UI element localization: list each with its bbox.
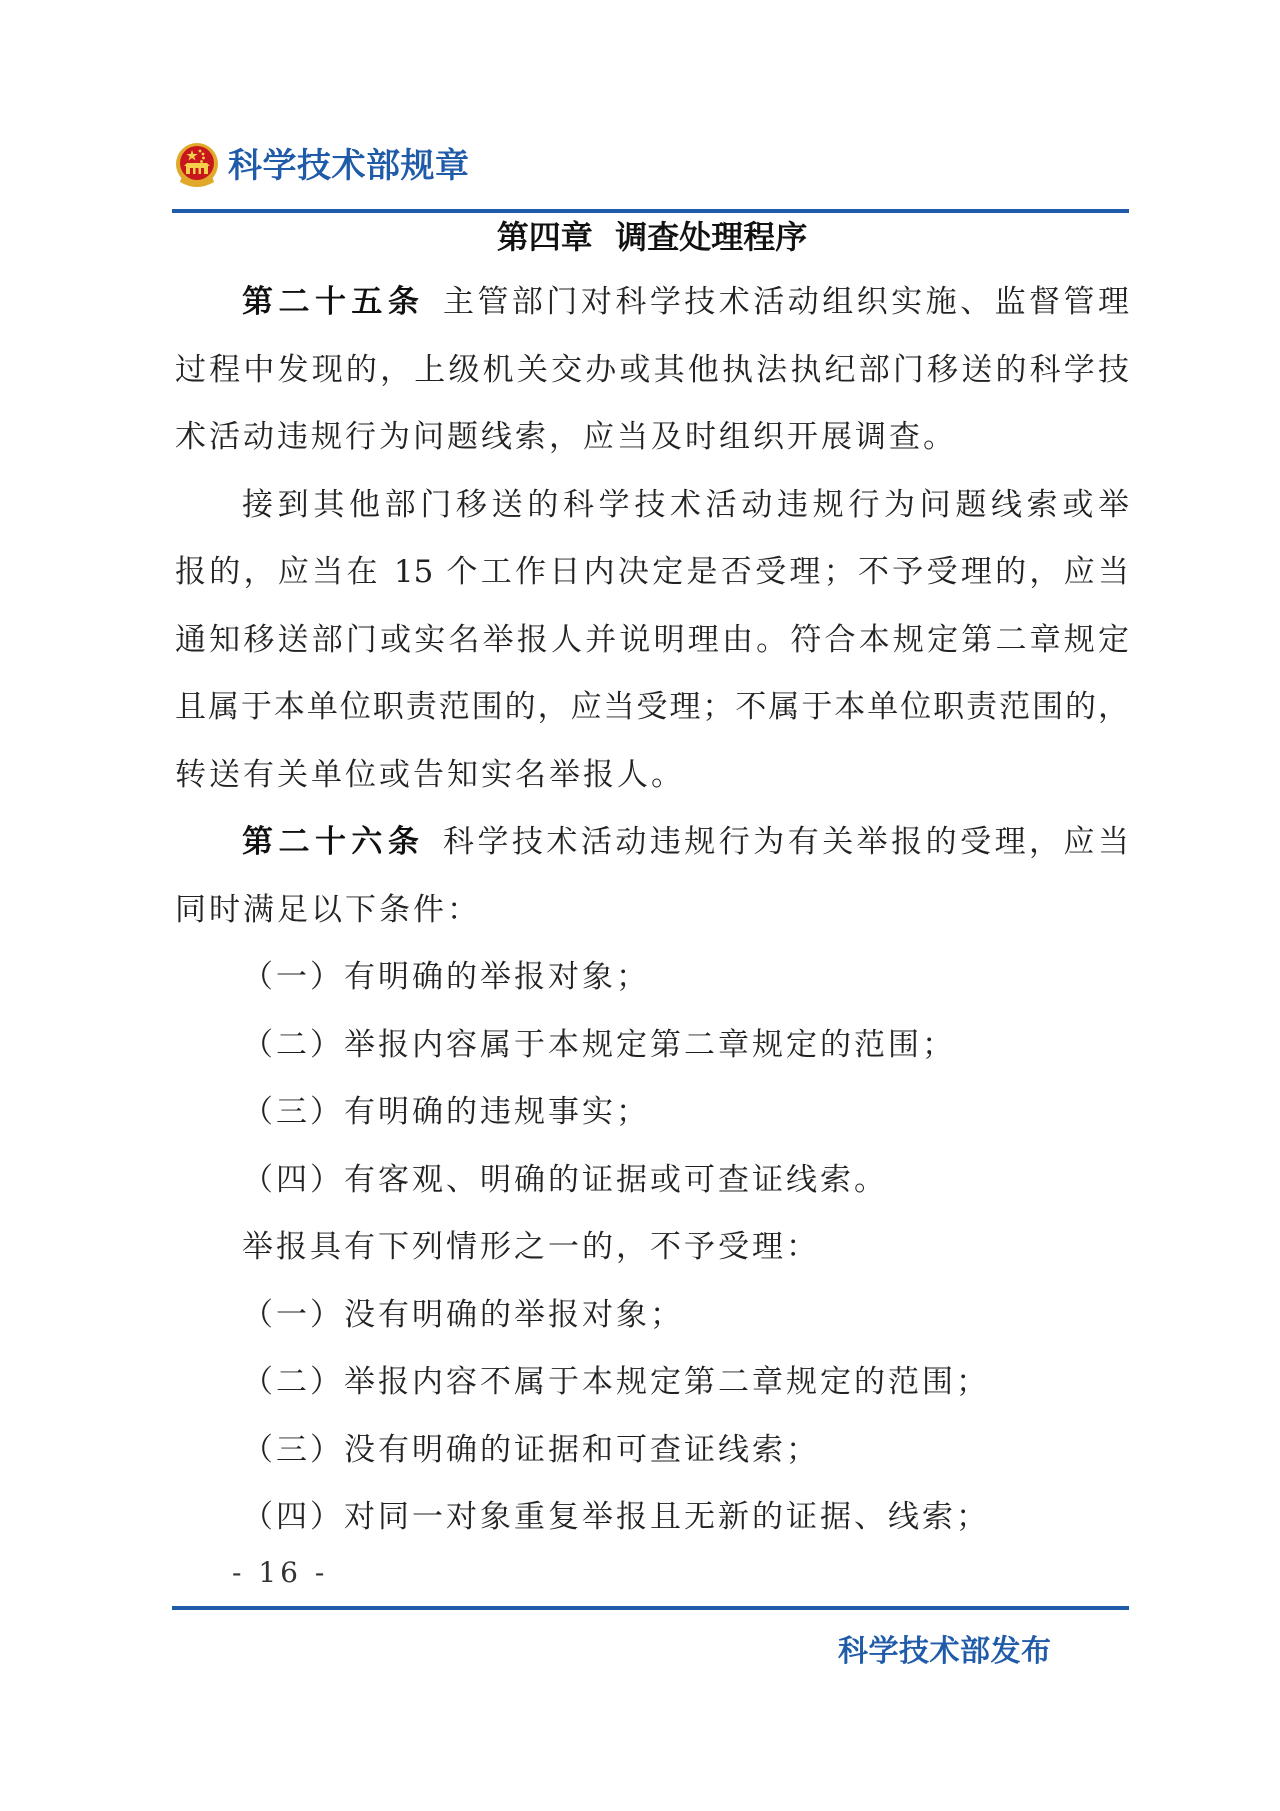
footer-divider <box>172 1606 1129 1610</box>
article-label: 第二十五条 <box>242 284 425 320</box>
text-line: 术活动违规行为问题线索，应当及时组织开展调查。 <box>175 419 957 455</box>
header-divider <box>172 209 1129 213</box>
page-number: - 16 - <box>232 1556 329 1589</box>
list-item: （四）对同一对象重复举报且无新的证据、线索； <box>242 1499 990 1535</box>
document-body <box>175 269 1129 1552</box>
paragraph <box>175 472 1129 810</box>
chapter-heading <box>175 215 1129 259</box>
text-line: 且属于本单位职责范围的，应当受理；不属于本单位职责范围的， <box>175 689 1129 725</box>
paragraph <box>175 269 1129 472</box>
text-line <box>175 269 1129 337</box>
line-text: 科学技术活动违规行为有关举报的受理，应当 <box>442 824 1130 860</box>
article-25 <box>175 269 1129 809</box>
line-text: 主管部门对科学技术活动组织实施、监督管理 <box>442 284 1130 320</box>
text-line: 同时满足以下条件： <box>175 891 481 928</box>
list-item: （三）有明确的违规事实； <box>242 1094 650 1130</box>
text-line: 过程中发现的，上级机关交办或其他执法执纪部门移送的科学技 <box>175 351 1129 388</box>
text-line <box>175 809 1129 877</box>
list-item: （三）没有明确的证据和可查证线索； <box>242 1431 820 1468</box>
paragraph <box>175 809 1129 944</box>
article-26 <box>175 809 1129 1552</box>
footer-publisher: 科学技术部发布 <box>838 1634 1052 1669</box>
text-line: 转送有关单位或告知实名举报人。 <box>175 756 685 793</box>
exclusion-intro: 举报具有下列情形之一的，不予受理： <box>242 1229 820 1265</box>
text-line: 通知移送部门或实名举报人并说明理由。符合本规定第二章规定 <box>175 621 1129 658</box>
chapter-title: 调查处理程序 <box>615 218 808 256</box>
article-label: 第二十六条 <box>242 824 425 860</box>
national-emblem-icon <box>174 142 220 190</box>
chapter-number: 第四章 <box>496 218 593 256</box>
document-header <box>174 140 470 192</box>
text-line: 报的，应当在 15 个工作日内决定是否受理；不予受理的，应当 <box>175 554 1129 590</box>
list-item: （二）举报内容属于本规定第二章规定的范围； <box>242 1026 956 1063</box>
list-item: （二）举报内容不属于本规定第二章规定的范围； <box>242 1364 990 1400</box>
exclusions-list <box>175 1282 1129 1552</box>
list-item: （四）有客观、明确的证据或可查证线索。 <box>242 1161 888 1198</box>
conditions-list <box>175 944 1129 1214</box>
list-item: （一）没有明确的举报对象； <box>242 1296 684 1333</box>
list-item: （一）有明确的举报对象； <box>242 959 650 995</box>
header-title: 科学技术部规章 <box>228 146 470 186</box>
text-line: 接到其他部门移送的科学技术活动违规行为问题线索或举 <box>242 486 1129 523</box>
